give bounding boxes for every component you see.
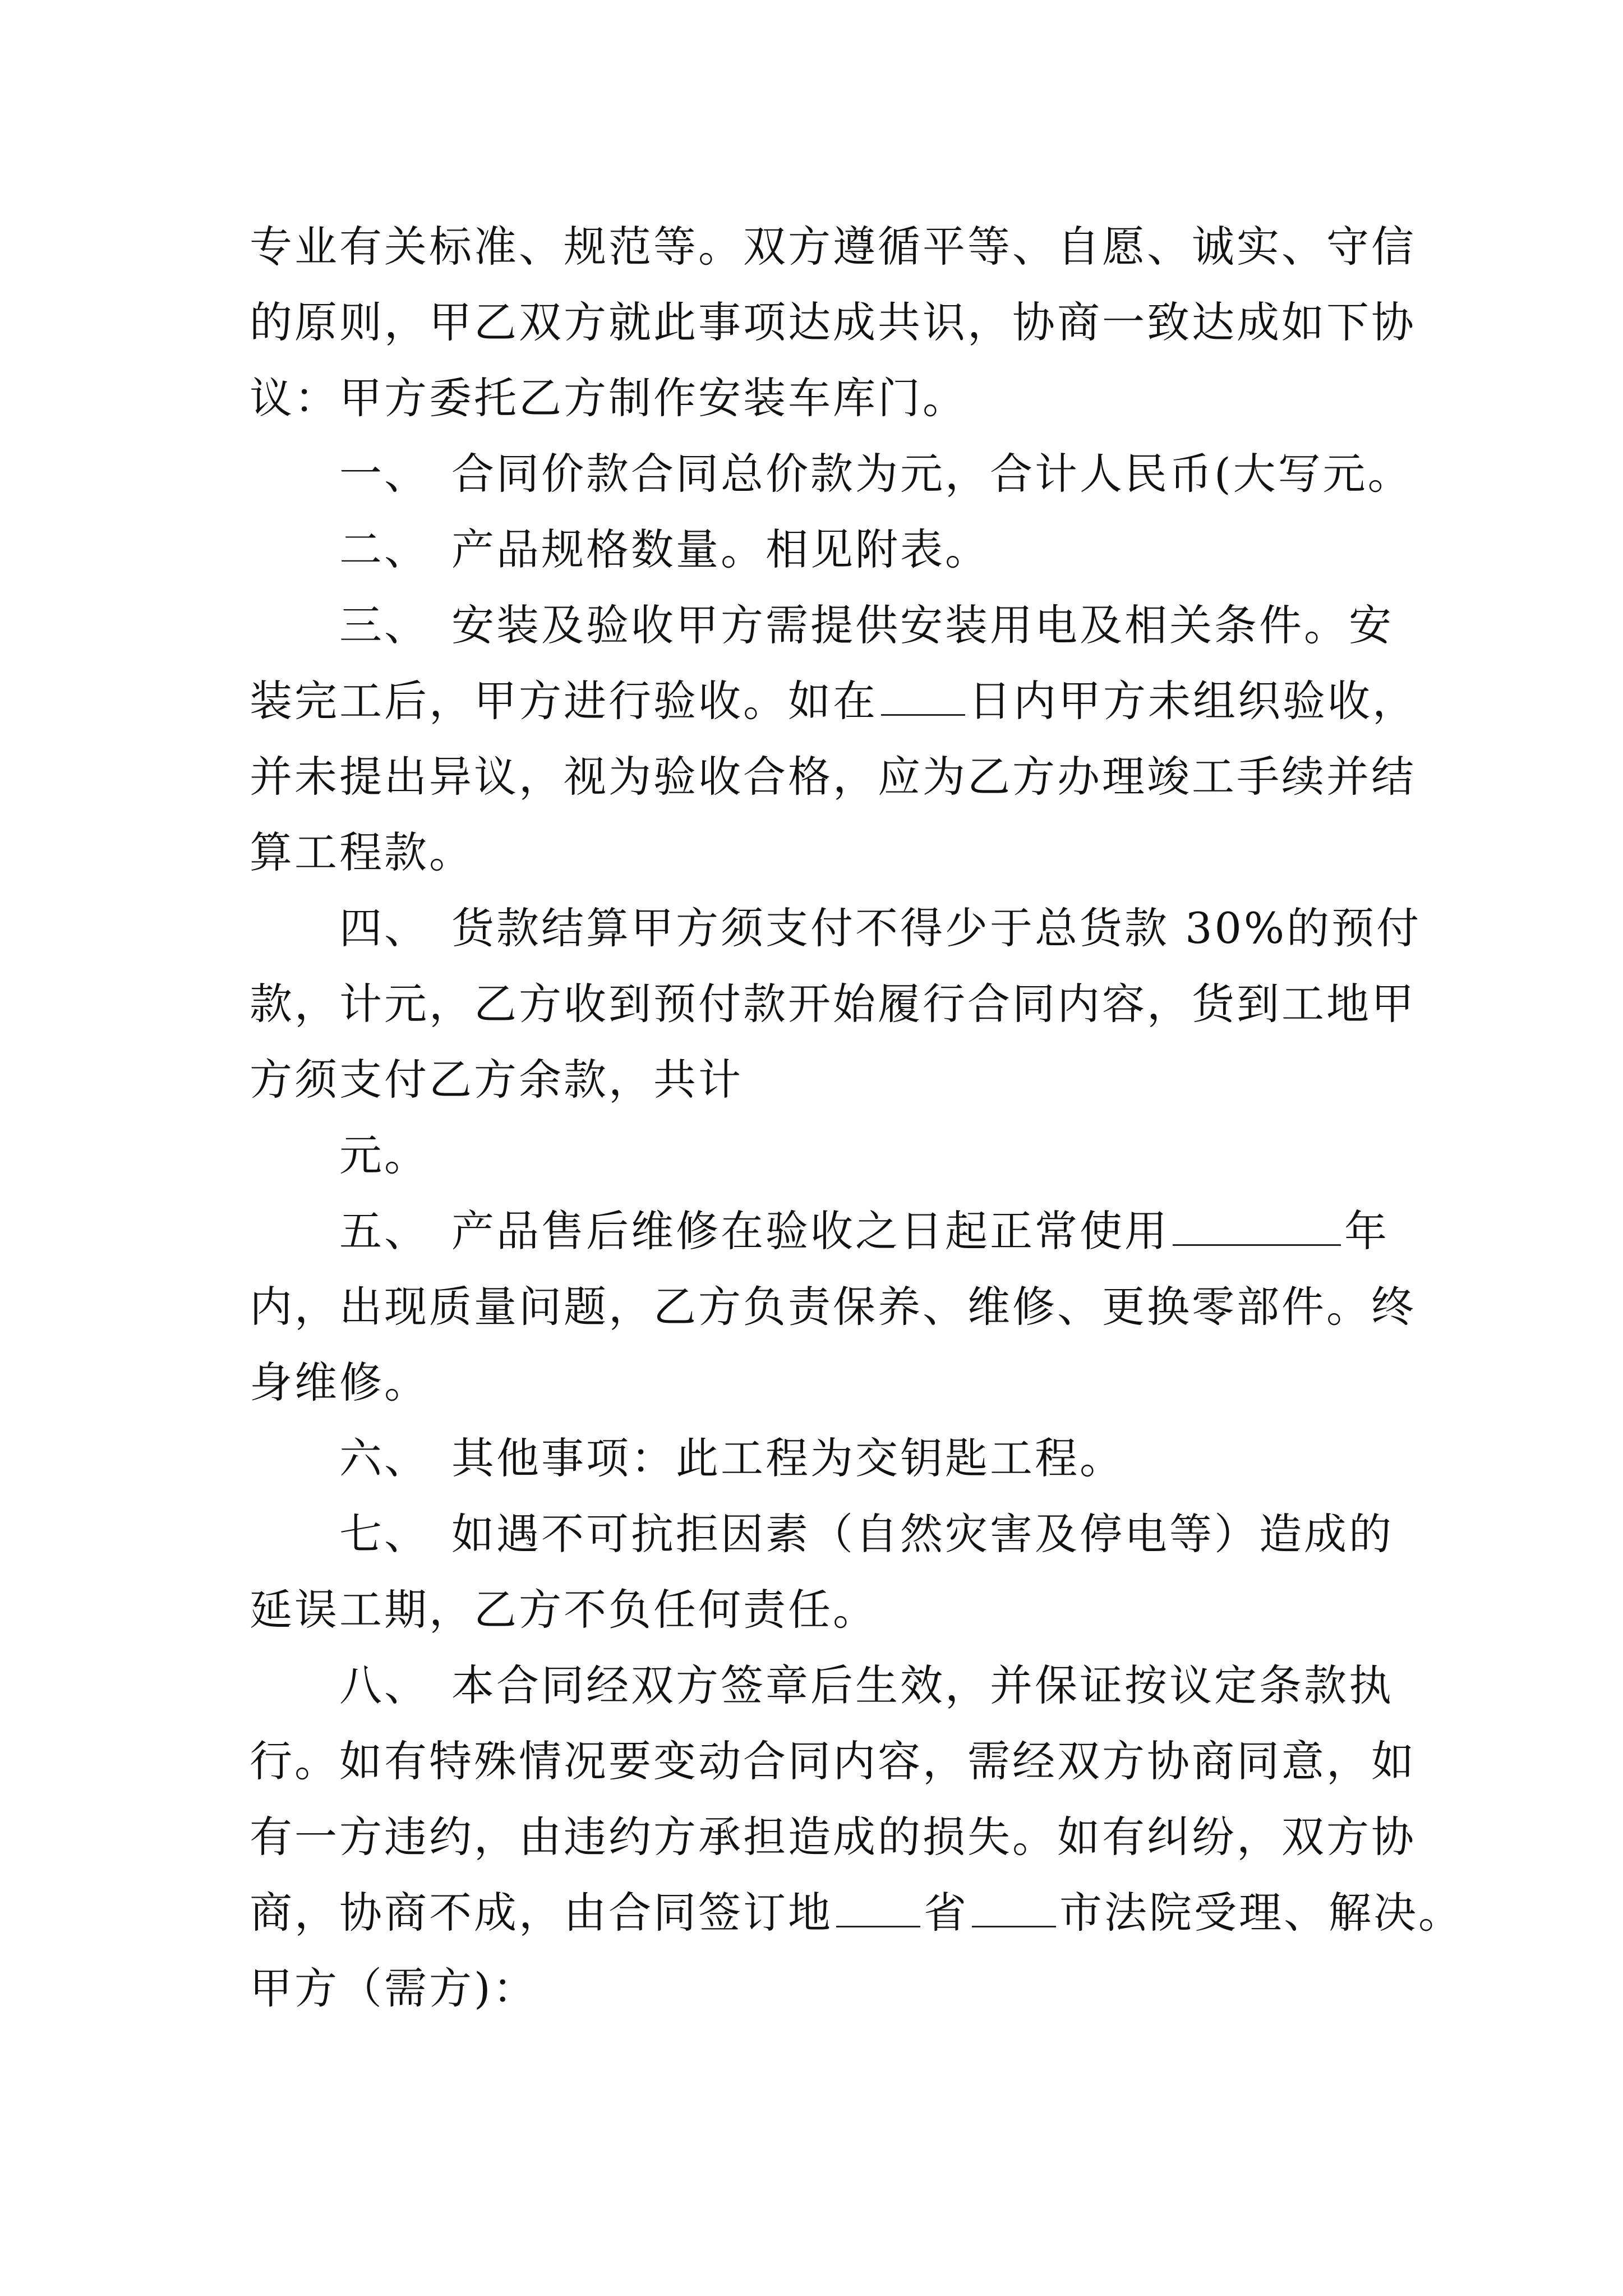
- clause-3: [339, 592, 1394, 659]
- clause-3-line-3: 并未提出异议，视为验收合格，应为乙方办理竣工手续并结: [250, 752, 1416, 802]
- years-blank: [1173, 1205, 1341, 1246]
- clause-number: 七、: [339, 1509, 429, 1559]
- clause-text: 装完工后，甲方进行验收。如在: [250, 676, 878, 726]
- clause-3-line-4: 算工程款。: [250, 827, 474, 877]
- clause-7-line-2: 延误工期，乙方不负任何责任。: [250, 1585, 878, 1635]
- clause-text: 市法院受理、解决。: [1059, 1888, 1463, 1938]
- clause-number: 一、: [339, 449, 429, 499]
- clause-text: 日内甲方未组织验收，: [969, 676, 1417, 726]
- clause-number: 三、: [339, 600, 429, 650]
- intro-line-2: 的原则，甲乙双方就此事项达成共识，协商一致达成如下协: [250, 297, 1416, 347]
- clause-text: 商，协商不成，由合同签订地: [250, 1888, 833, 1938]
- clause-5-line-2: 内，出现质量问题，乙方负责保养、维修、更换零部件。终: [250, 1282, 1416, 1332]
- clause-5-line-3: 身维修。: [250, 1358, 429, 1407]
- intro-line-3: 议：甲方委托乙方制作安装车库门。: [250, 373, 967, 423]
- clause-4: [339, 895, 1421, 962]
- clause-text: 货款结算甲方须支付不得少于总货款 30%的预付: [451, 903, 1422, 953]
- clause-8-line-4: [250, 1879, 1463, 1947]
- clause-number: 二、: [339, 524, 429, 574]
- clause-1: [339, 440, 1413, 508]
- clause-8: [339, 1652, 1394, 1719]
- clause-text: 年: [1344, 1206, 1389, 1256]
- clause-number: 五、: [339, 1206, 429, 1256]
- clause-text: 产品售后维修在验收之日起正常使用: [451, 1206, 1169, 1256]
- intro-line-1: 专业有关标准、规范等。双方遵循平等、自愿、诚实、守信: [250, 222, 1416, 272]
- party-a-label: 甲方（需方)：: [250, 1963, 538, 2013]
- clause-number: 四、: [339, 903, 429, 953]
- clause-text: 产品规格数量。相见附表。: [451, 524, 990, 574]
- clause-text: 省: [924, 1888, 969, 1938]
- days-blank: [881, 675, 965, 716]
- clause-text: 本合同经双方签章后生效，并保证按议定条款执: [451, 1660, 1394, 1710]
- clause-6: [339, 1425, 1124, 1492]
- clause-number: 八、: [339, 1660, 429, 1710]
- clause-text: 安装及验收甲方需提供安装用电及相关条件。安: [451, 600, 1394, 650]
- clause-4-line-3: 方须支付乙方余款，共计: [250, 1055, 743, 1105]
- clause-text: 合同价款合同总价款为元，合计人民币(大写元。: [451, 449, 1413, 499]
- city-blank: [972, 1887, 1056, 1927]
- clause-2: [339, 516, 990, 583]
- clause-3-line-2: [250, 668, 1417, 735]
- clause-7: [339, 1501, 1394, 1568]
- clause-5: [339, 1198, 1389, 1265]
- clause-number: 六、: [339, 1433, 429, 1483]
- clause-text: 如遇不可抗拒因素（自然灾害及停电等）造成的: [451, 1509, 1394, 1559]
- clause-8-line-2: 行。如有特殊情况要变动合同内容，需经双方协商同意，如: [250, 1736, 1416, 1786]
- clause-text: 其他事项：此工程为交钥匙工程。: [451, 1433, 1124, 1483]
- clause-4-line-2: 款，计元，乙方收到预付款开始履行合同内容，货到工地甲: [250, 979, 1416, 1029]
- clause-8-line-3: 有一方违约，由违约方承担造成的损失。如有纠纷，双方协: [250, 1812, 1416, 1862]
- clause-4-line-4: 元。: [339, 1130, 429, 1180]
- province-blank: [836, 1887, 920, 1927]
